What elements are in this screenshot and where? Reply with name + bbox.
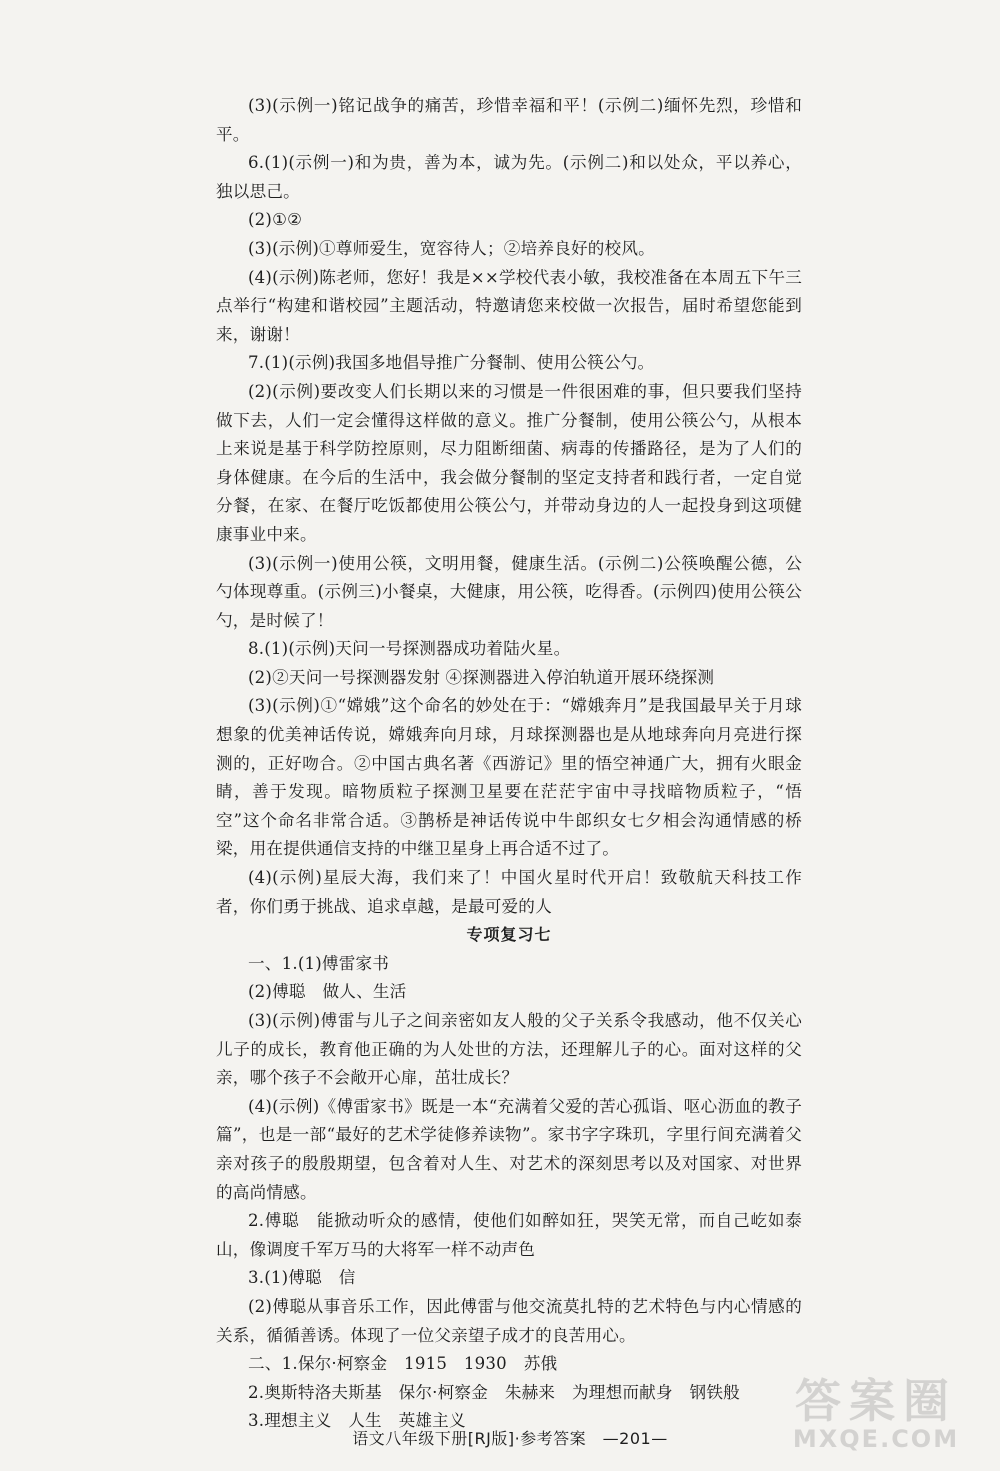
answer-paragraph: (2)①② bbox=[248, 210, 303, 230]
answer-paragraph: 二、1.保尔·柯察金 1915 1930 苏俄 bbox=[248, 1354, 558, 1374]
answer-paragraph: (4)(示例)星辰大海，我们来了！中国火星时代开启！致敬航天科技工作者，你们勇于挑战、追求卓越，是最可爱的人 bbox=[216, 868, 802, 916]
answer-paragraph: 7.(1)(示例)我国多地倡导推广分餐制、使用公筷公勺。 bbox=[248, 353, 655, 373]
answer-paragraph: (3)(示例一)使用公筷，文明用餐，健康生活。(示例二)公筷唤醒公德，公勺体现尊重。(示例三)小餐桌，大健康，用公筷，吃得香。(示例四)使用公筷公勺，是时候了！ bbox=[216, 553, 802, 630]
site-watermark bbox=[770, 1365, 982, 1461]
answer-paragraph: (2)②天问一号探测器发射 ④探测器进入停泊轨道开展环绕探测 bbox=[248, 667, 715, 687]
answer-paragraph: (2)(示例)要改变人们长期以来的习惯是一件很困难的事，但只要我们坚持做下去，人们一定会懂得这样做的意义。推广分餐制，使用公筷公勺，从根本上来说是基于科学防控原则，尽力阻断细菌、病毒的传播路径，是为了人们的身体健康。在今后的生活中，我会做分餐制的坚定支持者和践行者，一定自觉分餐，在家、在餐厅吃饭都使用公筷公勺，并带动身边的人一起投身到这项健康事业中来。 bbox=[216, 381, 802, 544]
answer-paragraph: (3)(示例)①“嫦娥”这个命名的妙处在于：“嫦娥奔月”是我国最早关于月球想象的优美神话传说，嫦娥奔向月球，月球探测器也是从地球奔向月亮进行探测的，正好吻合。②中国古典名著《西游记》里的悟空神通广大，拥有火眼金睛，善于发现。暗物质粒子探测卫星要在茫茫宇宙中寻找暗物质粒子，“悟空”这个命名非常合适。③鹊桥是神话传说中牛郎织女七夕相会沟通情感的桥梁，用在提供通信支持的中继卫星身上再合适不过了。 bbox=[216, 696, 802, 859]
answer-paragraph: (4)(示例)《傅雷家书》既是一本“充满着父爱的苦心孤诣、呕心沥血的教子篇”，也是一部“最好的艺术学徒修养读物”。家书字字珠玑，字里行间充满着父亲对孩子的殷殷期望，包含着对人生、对艺术的深刻思考以及对国家、对世界的高尚情感。 bbox=[216, 1096, 802, 1202]
answer-paragraph: (4)(示例)陈老师，您好！我是××学校代表小敏，我校准备在本周五下午三点举行“构建和谐校园”主题活动，特邀请您来校做一次报告，届时希望您能到来，谢谢！ bbox=[216, 267, 802, 344]
answer-paragraph: 2.傅聪 能掀动听众的感情，使他们如醉如狂，哭笑无常，而自己屹如泰山，像调度千军万马的大将军一样不动声色 bbox=[216, 1211, 802, 1259]
page-footer: 语文八年级下册[RJ版]·参考答案 —201— bbox=[352, 1429, 668, 1448]
watermark-logo-text: 答案圈 bbox=[795, 1374, 957, 1428]
answer-paragraph: (2)傅聪 做人、生活 bbox=[248, 982, 407, 1002]
answer-paragraph: (2)傅聪从事音乐工作，因此傅雷与他交流莫扎特的艺术特色与内心情感的关系，循循善诱。体现了一位父亲望子成才的良苦用心。 bbox=[216, 1296, 802, 1345]
answer-paragraph: (3)(示例)傅雷与儿子之间亲密如友人般的父子关系令我感动，他不仅关心儿子的成长，教育他正确的为人处世的方法，还理解儿子的心。面对这样的父亲，哪个孩子不会敞开心扉，茁壮成长？ bbox=[216, 1011, 802, 1088]
section-heading: 专项复习七 bbox=[466, 925, 552, 945]
answer-text-body bbox=[216, 92, 802, 1436]
answer-paragraph: 3.(1)傅聪 信 bbox=[248, 1268, 356, 1288]
answer-paragraph: (3)(示例一)铭记战争的痛苦，珍惜幸福和平！(示例二)缅怀先烈，珍惜和平。 bbox=[216, 96, 802, 144]
answer-paragraph: 一、1.(1)傅雷家书 bbox=[248, 953, 390, 973]
watermark-url: MXQE.COM bbox=[792, 1425, 960, 1453]
answer-paragraph: 3.理想主义 人生 英雄主义 bbox=[248, 1411, 466, 1431]
answer-paragraph: 8.(1)(示例)天问一号探测器成功着陆火星。 bbox=[248, 639, 571, 659]
answer-paragraph: 2.奥斯特洛夫斯基 保尔·柯察金 朱赫来 为理想而献身 钢铁般 bbox=[248, 1382, 740, 1402]
answer-paragraph: (3)(示例)①尊师爱生，宽容待人；②培养良好的校风。 bbox=[248, 238, 655, 258]
answer-paragraph: 6.(1)(示例一)和为贵，善为本，诚为先。(示例二)和以处众，平以养心，独以思己。 bbox=[216, 153, 802, 201]
